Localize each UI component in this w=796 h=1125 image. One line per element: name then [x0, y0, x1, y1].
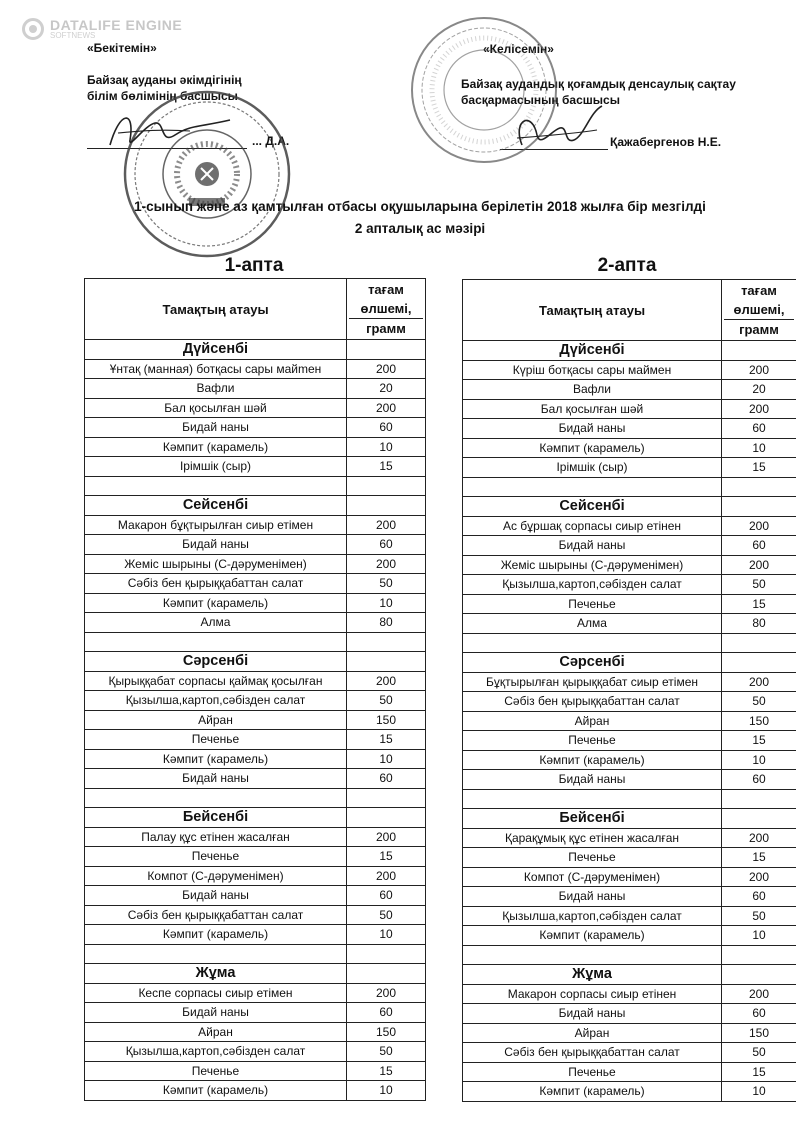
blank-row	[85, 632, 426, 652]
blank-cell	[347, 944, 426, 964]
dish-weight: 50	[722, 906, 796, 926]
table-row	[463, 887, 796, 907]
dish-weight: 200	[722, 516, 796, 536]
watermark-logo-icon	[22, 18, 44, 40]
column-header-weight	[722, 280, 796, 341]
blank-cell	[722, 477, 796, 497]
dish-name: Кәмпит (карамель)	[463, 926, 722, 946]
table-row	[85, 827, 426, 847]
blank-cell	[347, 632, 426, 652]
blank-cell	[722, 633, 796, 653]
dish-weight: 60	[722, 536, 796, 556]
table-row	[85, 1061, 426, 1081]
day-empty-cell	[347, 652, 426, 672]
table-row	[463, 1023, 796, 1043]
table-row	[463, 828, 796, 848]
dish-name: Қарақұмық құс етінен жасалған	[463, 828, 722, 848]
dish-name: Кәмпит (карамель)	[85, 1081, 347, 1101]
day-empty-cell	[722, 809, 796, 829]
dish-weight: 200	[347, 554, 426, 574]
dish-weight: 15	[347, 730, 426, 750]
dish-weight: 200	[722, 828, 796, 848]
dish-weight: 15	[347, 457, 426, 477]
dish-weight: 50	[347, 691, 426, 711]
dish-name: Кәмпит (карамель)	[85, 437, 347, 457]
document-title	[70, 196, 770, 240]
dish-name: Бидай наны	[85, 886, 347, 906]
dish-name: Кәмпит (карамель)	[463, 1082, 722, 1102]
title-line1: 1-сынып және аз қамтылған отбасы оқушыларына берілетін 2018 жылға бір мезгілді	[134, 199, 706, 214]
dish-name: Жеміс шырыны (С-дәруменімен)	[85, 554, 347, 574]
dish-name: Сәбіз бен қырыққабаттан салат	[463, 1043, 722, 1063]
dish-weight: 10	[347, 925, 426, 945]
day-header-row	[463, 341, 796, 361]
day-empty-cell	[722, 965, 796, 985]
blank-cell	[85, 944, 347, 964]
dish-weight: 150	[722, 711, 796, 731]
dish-weight: 10	[722, 1082, 796, 1102]
dish-name: Бал қосылған шәй	[85, 398, 347, 418]
dish-weight: 20	[722, 380, 796, 400]
table-row	[85, 515, 426, 535]
table-row	[85, 866, 426, 886]
day-empty-cell	[722, 653, 796, 673]
title-line2: 2 апталық ас мәзірі	[354, 221, 486, 236]
table-header-row	[463, 280, 796, 341]
blank-row	[463, 633, 796, 653]
table-row	[463, 575, 796, 595]
dish-name: Қызылша,картоп,сәбізден салат	[463, 906, 722, 926]
signature-left	[100, 105, 240, 155]
table-header-row	[85, 279, 426, 340]
dish-weight: 15	[722, 458, 796, 478]
table-row	[85, 457, 426, 477]
approval-right-heading: «Келісемін»	[483, 42, 554, 56]
dish-name: Печенье	[463, 1062, 722, 1082]
dish-name: Сәбіз бен қырыққабаттан салат	[463, 692, 722, 712]
day-header-row	[85, 808, 426, 828]
dish-name: Печенье	[85, 730, 347, 750]
dish-name: Алма	[85, 613, 347, 633]
blank-row	[85, 476, 426, 496]
day-name: Сейсенбі	[463, 497, 722, 517]
table-row	[463, 1062, 796, 1082]
blank-cell	[463, 945, 722, 965]
dish-name: Вафли	[463, 380, 722, 400]
day-empty-cell	[722, 341, 796, 361]
dish-name: Кәмпит (карамель)	[463, 750, 722, 770]
table-row	[85, 769, 426, 789]
dish-weight: 10	[347, 437, 426, 457]
table-row	[463, 1004, 796, 1024]
table-row	[85, 847, 426, 867]
blank-cell	[463, 789, 722, 809]
dish-name: Қызылша,картоп,сәбізден салат	[463, 575, 722, 595]
day-name: Сәрсенбі	[463, 653, 722, 673]
dish-weight: 50	[347, 574, 426, 594]
dish-name: Бидай наны	[85, 769, 347, 789]
table-row	[463, 1043, 796, 1063]
dish-name: Печенье	[85, 1061, 347, 1081]
table-row	[85, 905, 426, 925]
approval-right-signatory: Қажабергенов Н.Е.	[610, 135, 722, 149]
dish-weight: 10	[722, 438, 796, 458]
column-header-weight	[347, 279, 426, 340]
table-row	[463, 419, 796, 439]
watermark	[22, 18, 182, 40]
dish-name: Кәмпит (карамель)	[85, 925, 347, 945]
dish-name: Кәмпит (карамель)	[463, 438, 722, 458]
table-row	[85, 983, 426, 1003]
dish-weight: 10	[722, 926, 796, 946]
table-row	[463, 516, 796, 536]
dish-weight: 50	[722, 575, 796, 595]
dish-name: Ас бұршақ сорпасы сиыр етінен	[463, 516, 722, 536]
dish-name: Қызылша,картоп,сәбізден салат	[85, 691, 347, 711]
table-row	[85, 925, 426, 945]
column-header-weight-line2: өлшемі,	[360, 301, 412, 316]
table-row	[463, 1082, 796, 1102]
table-row	[85, 1003, 426, 1023]
dish-weight: 200	[722, 984, 796, 1004]
dish-weight: 60	[722, 419, 796, 439]
approval-left-line2: білім бөлімінің басшысы	[87, 89, 238, 103]
table-row	[463, 731, 796, 751]
day-name: Сейсенбі	[85, 496, 347, 516]
table-row	[85, 359, 426, 379]
day-name: Жұма	[85, 964, 347, 984]
blank-row	[463, 477, 796, 497]
day-header-row	[463, 965, 796, 985]
dish-name: Сәбіз бен қырыққабаттан салат	[85, 905, 347, 925]
column-header-name: Тамақтың атауы	[85, 279, 347, 340]
table-row	[85, 671, 426, 691]
dish-weight: 200	[347, 671, 426, 691]
table-row	[85, 730, 426, 750]
dish-name: Вафли	[85, 379, 347, 399]
dish-weight: 50	[722, 1043, 796, 1063]
dish-weight: 50	[347, 905, 426, 925]
day-name: Сәрсенбі	[85, 652, 347, 672]
dish-weight: 60	[347, 886, 426, 906]
dish-weight: 80	[347, 613, 426, 633]
dish-name: Печенье	[463, 848, 722, 868]
dish-name: Бидай наны	[85, 418, 347, 438]
blank-cell	[85, 476, 347, 496]
week1-menu-table	[84, 278, 426, 1101]
dish-name: Макарон бұқтырылған сиыр етімен	[85, 515, 347, 535]
table-row	[85, 593, 426, 613]
table-row	[463, 458, 796, 478]
table-row	[463, 555, 796, 575]
dish-weight: 150	[347, 1022, 426, 1042]
table-row	[463, 672, 796, 692]
column-header-weight-line1: тағам	[741, 283, 777, 298]
table-row	[463, 711, 796, 731]
day-name: Жұма	[463, 965, 722, 985]
dish-weight: 80	[722, 614, 796, 634]
dish-weight: 150	[347, 710, 426, 730]
day-header-row	[85, 652, 426, 672]
table-row	[463, 770, 796, 790]
table-row	[85, 1081, 426, 1101]
dish-weight: 200	[722, 360, 796, 380]
dish-weight: 200	[347, 866, 426, 886]
dish-name: Бидай наны	[85, 535, 347, 555]
day-name: Дүйсенбі	[463, 341, 722, 361]
blank-row	[463, 789, 796, 809]
dish-name: Қырыққабат сорпасы қаймақ қосылған	[85, 671, 347, 691]
table-row	[463, 380, 796, 400]
day-name: Бейсенбі	[463, 809, 722, 829]
table-row	[463, 614, 796, 634]
dish-weight: 200	[347, 827, 426, 847]
blank-row	[85, 944, 426, 964]
table-row	[463, 438, 796, 458]
dish-weight: 200	[722, 867, 796, 887]
dish-weight: 50	[722, 692, 796, 712]
table-row	[463, 594, 796, 614]
table-row	[85, 710, 426, 730]
dish-weight: 10	[347, 593, 426, 613]
dish-name: Бидай наны	[85, 1003, 347, 1023]
watermark-sub: SOFTNEWS	[50, 31, 96, 40]
blank-cell	[85, 632, 347, 652]
dish-weight: 10	[347, 749, 426, 769]
approval-right-line2: басқармасының басшысы	[461, 93, 620, 107]
watermark-brand: DATALIFE ENGINE	[50, 17, 183, 33]
table-row	[463, 536, 796, 556]
dish-weight: 60	[347, 535, 426, 555]
blank-row	[463, 945, 796, 965]
column-header-weight-line2: өлшемі,	[733, 302, 785, 317]
dish-name: Ірімшік (сыр)	[463, 458, 722, 478]
day-header-row	[85, 964, 426, 984]
dish-weight: 15	[722, 731, 796, 751]
blank-cell	[463, 633, 722, 653]
dish-weight: 200	[722, 672, 796, 692]
day-empty-cell	[347, 496, 426, 516]
dish-weight: 200	[347, 983, 426, 1003]
week2-menu-table	[462, 279, 796, 1102]
dish-name: Печенье	[85, 847, 347, 867]
dish-name: Кәмпит (карамель)	[85, 593, 347, 613]
day-empty-cell	[347, 964, 426, 984]
table-row	[463, 360, 796, 380]
table-row	[463, 906, 796, 926]
dish-name: Палау құс етінен жасалған	[85, 827, 347, 847]
table-row	[85, 554, 426, 574]
dish-name: Айран	[463, 711, 722, 731]
day-header-row	[85, 496, 426, 516]
dish-weight: 200	[347, 359, 426, 379]
day-name: Дүйсенбі	[85, 340, 347, 360]
table-row	[85, 418, 426, 438]
week2-title: 2-апта	[597, 255, 657, 276]
table-row	[463, 926, 796, 946]
blank-cell	[347, 476, 426, 496]
dish-name: Айран	[85, 710, 347, 730]
dish-weight: 200	[722, 399, 796, 419]
dish-name: Компот (С-дәруменімен)	[85, 866, 347, 886]
table-row	[85, 613, 426, 633]
table-row	[85, 379, 426, 399]
dish-name: Күріш ботқасы сары маймен	[463, 360, 722, 380]
dish-name: Айран	[463, 1023, 722, 1043]
table-row	[463, 848, 796, 868]
table-row	[463, 692, 796, 712]
table-row	[85, 574, 426, 594]
dish-weight: 60	[347, 1003, 426, 1023]
signature-right	[502, 100, 612, 160]
approval-right-line1: Байзақ аудандық қоғамдық денсаулық сақтау	[461, 77, 736, 91]
dish-name: Бидай наны	[463, 1004, 722, 1024]
dish-weight: 60	[722, 770, 796, 790]
dish-name: Алма	[463, 614, 722, 634]
dish-weight: 150	[722, 1023, 796, 1043]
dish-weight: 60	[722, 887, 796, 907]
dish-name: Ұнтақ (манная) ботқасы сары майmен	[85, 359, 347, 379]
dish-name: Кәмпит (карамель)	[85, 749, 347, 769]
dish-weight: 50	[347, 1042, 426, 1062]
table-row	[85, 398, 426, 418]
dish-weight: 15	[722, 1062, 796, 1082]
blank-row	[85, 788, 426, 808]
column-header-name: Тамақтың атауы	[463, 280, 722, 341]
dish-weight: 200	[722, 555, 796, 575]
blank-cell	[347, 788, 426, 808]
dish-name: Бидай наны	[463, 419, 722, 439]
dish-name: Печенье	[463, 731, 722, 751]
dish-name: Бидай наны	[463, 770, 722, 790]
table-row	[85, 1022, 426, 1042]
table-row	[85, 535, 426, 555]
blank-cell	[463, 477, 722, 497]
dish-weight: 60	[722, 1004, 796, 1024]
table-row	[463, 867, 796, 887]
table-row	[85, 437, 426, 457]
dish-weight: 200	[347, 515, 426, 535]
dish-name: Бидай наны	[463, 887, 722, 907]
dish-weight: 10	[347, 1081, 426, 1101]
day-name: Бейсенбі	[85, 808, 347, 828]
dish-name: Бидай наны	[463, 536, 722, 556]
dish-name: Бұқтырылған қырыққабат сиыр етімен	[463, 672, 722, 692]
table-row	[85, 1042, 426, 1062]
table-row	[85, 749, 426, 769]
day-empty-cell	[347, 340, 426, 360]
approval-left-signatory: ... Д.А.	[252, 134, 290, 148]
day-header-row	[463, 497, 796, 517]
table-row	[463, 984, 796, 1004]
dish-name: Сәбіз бен қырыққабаттан салат	[85, 574, 347, 594]
dish-name: Компот (С-дәруменімен)	[463, 867, 722, 887]
day-empty-cell	[347, 808, 426, 828]
column-header-weight-line3: грамм	[349, 318, 423, 338]
dish-name: Бал қосылған шәй	[463, 399, 722, 419]
column-header-weight-line3: грамм	[724, 319, 794, 339]
blank-cell	[722, 945, 796, 965]
dish-weight: 15	[722, 594, 796, 614]
dish-name: Печенье	[463, 594, 722, 614]
dish-weight: 15	[347, 1061, 426, 1081]
approval-left-heading: «Бекітемін»	[87, 41, 157, 55]
table-row	[85, 691, 426, 711]
blank-cell	[85, 788, 347, 808]
week1-title: 1-апта	[224, 255, 284, 276]
table-row	[463, 399, 796, 419]
dish-weight: 10	[722, 750, 796, 770]
dish-name: Кеспе сорпасы сиыр етімен	[85, 983, 347, 1003]
day-empty-cell	[722, 497, 796, 517]
table-row	[85, 886, 426, 906]
dish-name: Қызылша,картоп,сәбізден салат	[85, 1042, 347, 1062]
day-header-row	[463, 809, 796, 829]
dish-name: Макарон сорпасы сиыр етінен	[463, 984, 722, 1004]
dish-weight: 15	[347, 847, 426, 867]
day-header-row	[463, 653, 796, 673]
table-row	[463, 750, 796, 770]
dish-name: Жеміс шырыны (С-дәруменімен)	[463, 555, 722, 575]
day-header-row	[85, 340, 426, 360]
dish-weight: 60	[347, 769, 426, 789]
blank-cell	[722, 789, 796, 809]
dish-name: Айран	[85, 1022, 347, 1042]
dish-weight: 15	[722, 848, 796, 868]
dish-weight: 200	[347, 398, 426, 418]
dish-weight: 20	[347, 379, 426, 399]
approval-left-line1: Байзақ ауданы әкімдігінің	[87, 73, 242, 87]
dish-name: Ірімшік (сыр)	[85, 457, 347, 477]
dish-weight: 60	[347, 418, 426, 438]
column-header-weight-line1: тағам	[368, 282, 404, 297]
